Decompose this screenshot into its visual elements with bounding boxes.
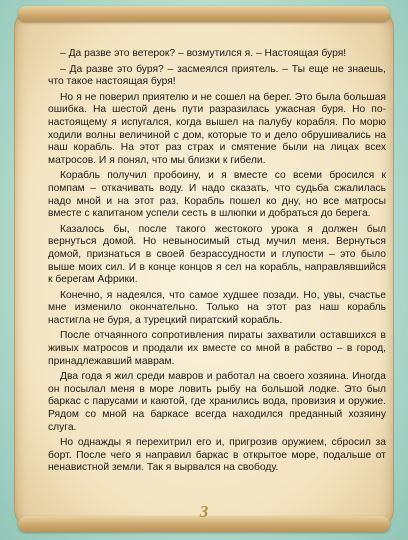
paragraph: – Да разве это буря? – засмеялся приятель. – Ты еще не знаешь, что такое настоящая буря! xyxy=(48,63,386,88)
parchment-scroll xyxy=(14,10,394,528)
paragraph: Конечно, я надеялся, что самое худшее позади. Но, увы, счастье мне изменило окончательно. Только на этот раз наш корабль настигла не буря, а турецкий пиратский корабль. xyxy=(48,289,386,326)
paragraph: Казалось бы, после такого жестокого урока я должен был вернуться домой. Но невыносимый стыд мучил меня. Вернуться домой, признаться в своей безрассудности и глупости – это было выше моих сил. И в конце концов я сел на корабль, направлявшийся к берегам Африки. xyxy=(48,223,386,286)
page-text xyxy=(48,48,386,478)
scroll-top-roll xyxy=(18,6,390,22)
paragraph: Но однажды я перехитрил его и, пригрозив оружием, сбросил за борт. После чего я направил баркас в открытое море, подальше от ненавистной земли. Так я вырвался на свободу. xyxy=(48,437,386,474)
paragraph: Корабль получил пробоину, и я вместе со всеми бросился к помпам – откачивать воду. И надо сказать, что судьба сжалилась надо мной и на этот раз. Корабль пошел ко дну, но все матросы вместе с капитаном успели сесть в шлюпки и добраться до берега. xyxy=(48,170,386,220)
paragraph: Два года я жил среди мавров и работал на своего хозяина. Иногда он посылал меня в море ловить рыбу на большой лодке. Это был баркас с парусами и каютой, где хранились вода, провизия и оружие. Рядом со мной на баркасе всегда находился преданный хозяину слуга. xyxy=(48,371,386,433)
paragraph: После отчаянного сопротивления пираты захватили оставшихся в живых матросов и продали их вместе со мной в рабство – в город, принадлежавший маврам. xyxy=(48,330,386,367)
page-number: 3 xyxy=(199,502,209,521)
paragraph: Но я не поверил приятелю и не сошел на берег. Это была большая ошибка. На шестой день пути разразилась ужасная буря. Но по-настоящему я испугался, когда вышел на палубу корабля. По морю ходили волны величиной с дом, которые то и дело обрушивались на наш корабль. На этот раз страх и смятение были на лицах всех матросов. И я понял, что мы близки к гибели. xyxy=(48,91,386,166)
paragraph: – Да разве это ветерок? – возмутился я. – Настоящая буря! xyxy=(60,48,347,59)
